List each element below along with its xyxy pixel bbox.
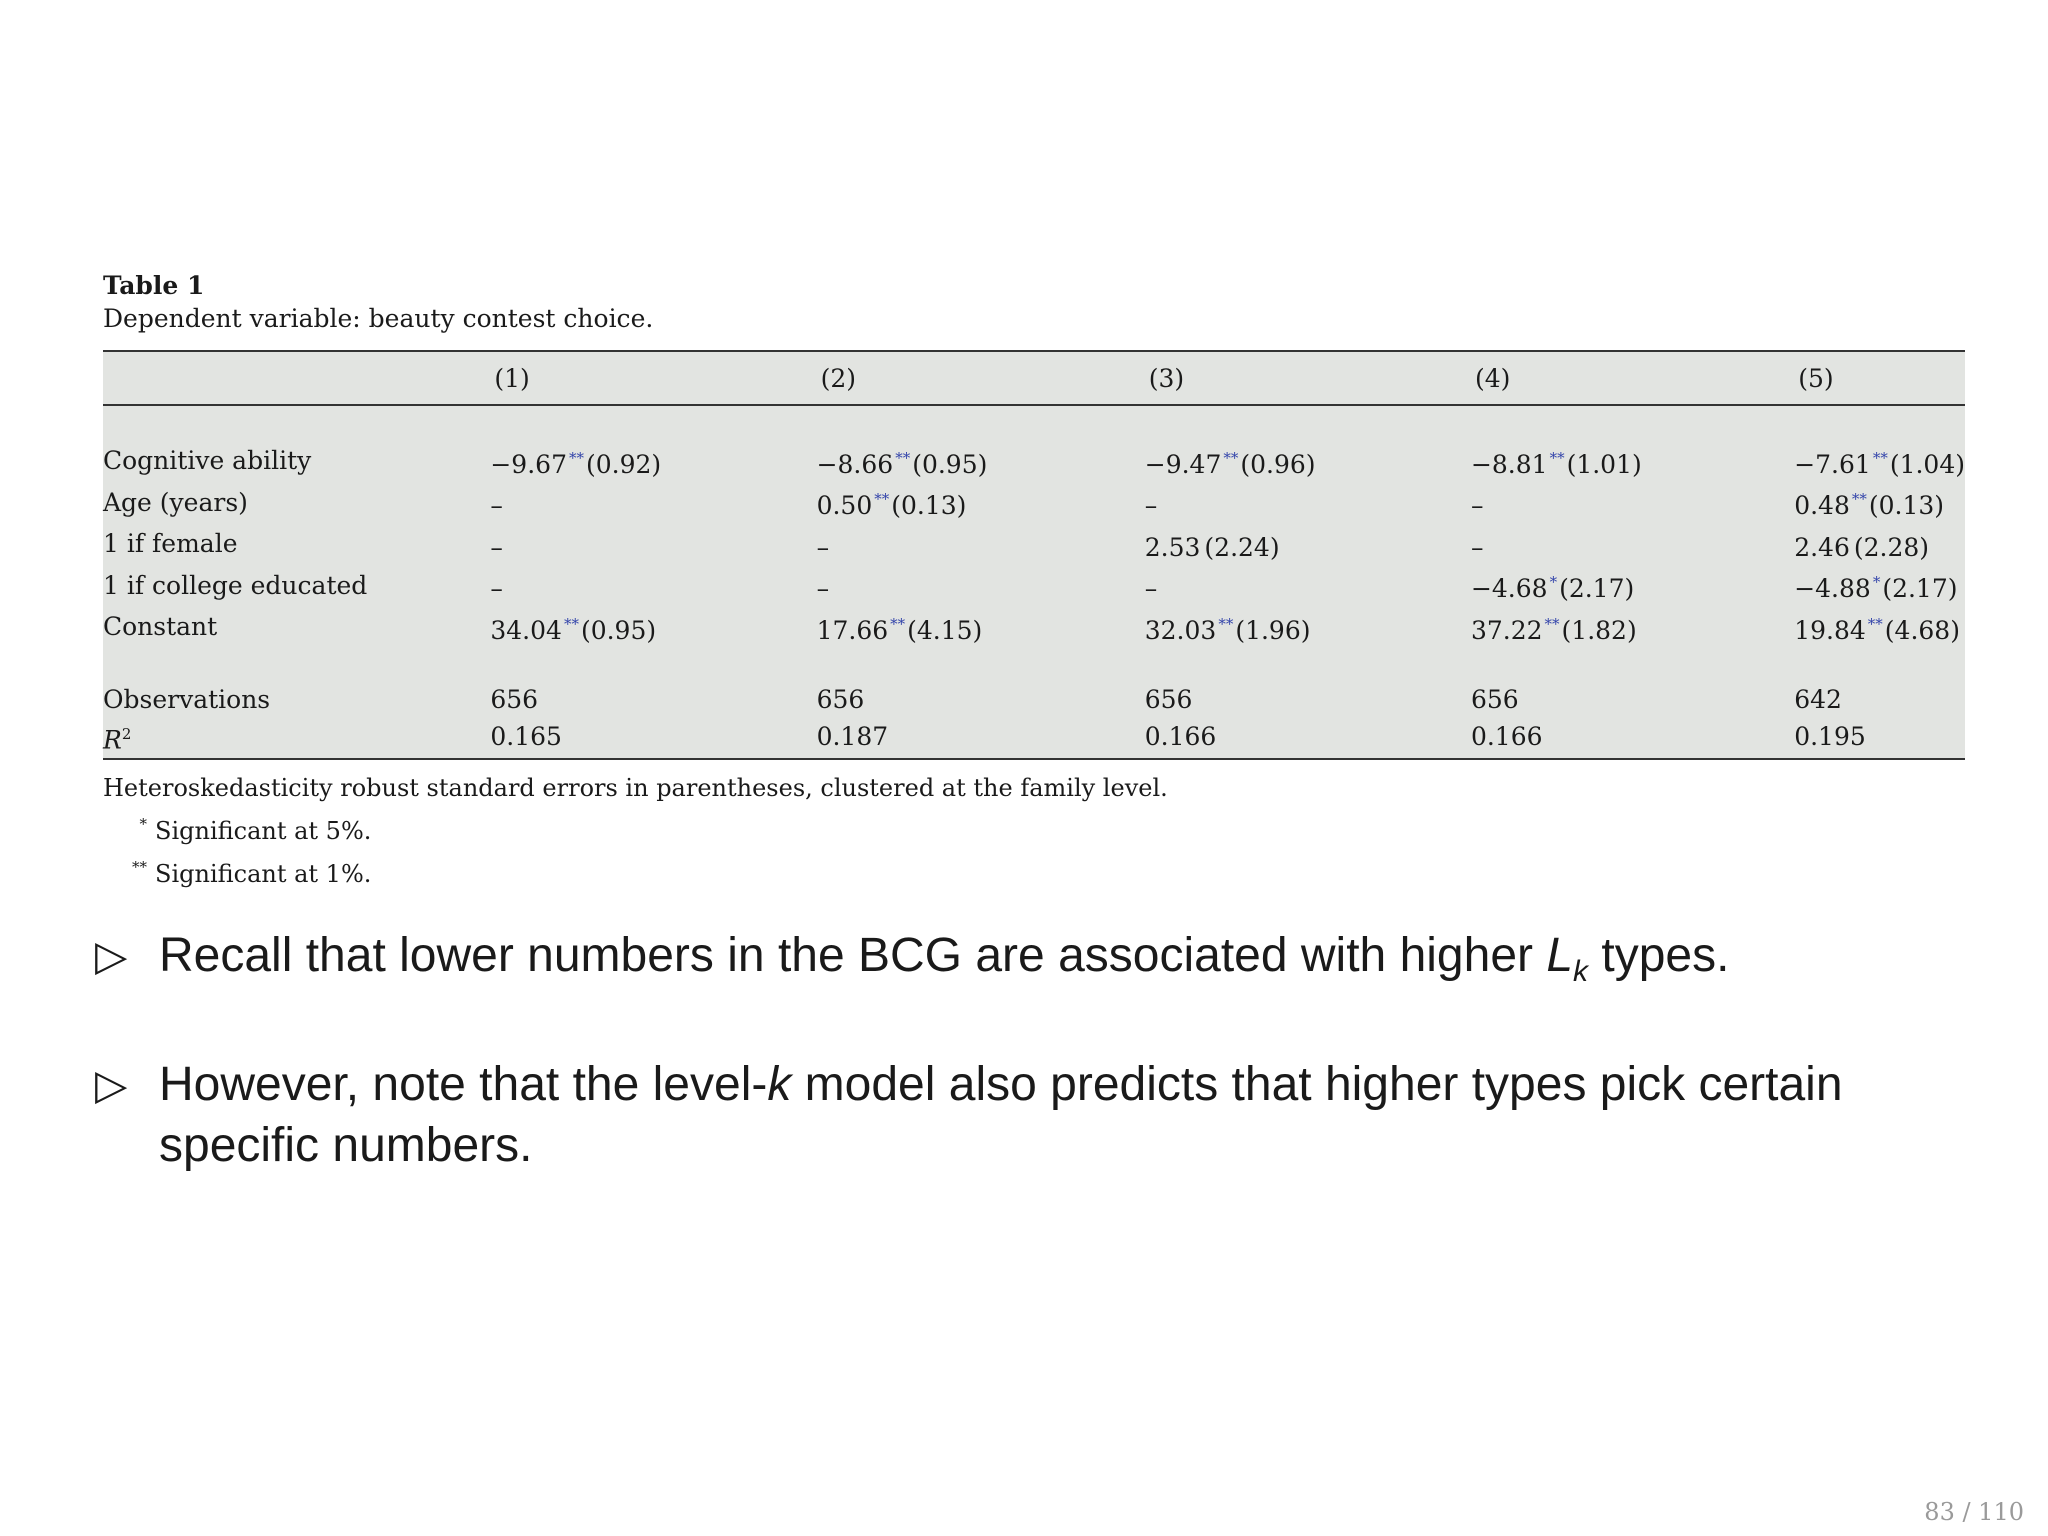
cell-value: −9.67	[490, 449, 567, 479]
standard-error: (4.15)	[907, 615, 983, 645]
standard-error: (2.24)	[1204, 532, 1280, 562]
r-squared-symbol: R	[103, 725, 122, 755]
significance-stars: **	[895, 448, 911, 467]
table-cell	[817, 482, 1145, 524]
cell-value: 2.53	[1144, 532, 1201, 562]
table-caption: Dependent variable: beauty contest choice.	[103, 304, 654, 333]
cell-value: −4.68	[1470, 574, 1548, 603]
table-cell	[1145, 524, 1471, 566]
math-var: L	[1546, 929, 1574, 982]
standard-error: (0.96)	[1240, 449, 1316, 479]
table-row	[103, 441, 1965, 483]
standard-error: (0.13)	[891, 491, 967, 520]
significance-stars: **	[1549, 448, 1565, 467]
cell-value: –	[816, 574, 830, 603]
table-cell	[490, 441, 816, 483]
table-row	[103, 524, 1965, 566]
significance-stars: **	[568, 448, 584, 467]
table-figure	[103, 270, 1965, 892]
cell-value: −8.66	[816, 449, 894, 479]
table-title: Table 1	[103, 271, 205, 300]
cell-value: –	[490, 491, 503, 520]
row-label: Cognitive ability	[103, 446, 312, 475]
triangle-bullet-icon: ▷	[95, 1061, 128, 1108]
page-number: 83 / 110	[1924, 1498, 2024, 1526]
cell-value: 37.22	[1470, 615, 1543, 645]
note-star1-symbol: *	[139, 814, 147, 833]
bullet-item	[95, 1054, 1975, 1176]
notes-main: Heteroskedasticity robust standard errors in parentheses, clustered at the family level.	[103, 773, 1168, 802]
cell-value: −9.47	[1144, 449, 1222, 479]
table-cell: 656	[490, 684, 539, 714]
math-subscript: k	[1573, 955, 1589, 988]
standard-error: (2.17)	[1559, 574, 1635, 603]
cell-value: 2.46	[1794, 532, 1850, 562]
significance-stars: **	[1872, 448, 1888, 467]
note-star2	[103, 849, 1965, 892]
table-cell	[817, 524, 1145, 566]
spacer-row	[103, 405, 1965, 441]
standard-error: (0.95)	[912, 449, 988, 479]
note-star1	[103, 806, 1965, 849]
table-cell: 656	[1144, 684, 1193, 714]
cell-value: –	[490, 532, 503, 562]
standard-error: (0.95)	[580, 615, 657, 645]
table-notes	[103, 770, 1965, 892]
table-cell	[1471, 524, 1794, 566]
regression-table	[103, 350, 1965, 760]
spacer-row	[103, 648, 1965, 683]
table-row	[103, 607, 1965, 649]
column-header: (3)	[1148, 363, 1185, 393]
note-star1-text: Significant at 5%.	[155, 816, 372, 845]
table-cell	[1145, 565, 1471, 607]
triangle-bullet-icon: ▷	[95, 932, 128, 979]
math-var: k	[767, 1058, 792, 1111]
r-squared-superscript: 2	[121, 725, 132, 743]
standard-error: (1.82)	[1561, 615, 1637, 645]
row-label: 1 if college educated	[103, 570, 368, 600]
header-empty	[103, 351, 490, 405]
table-cell	[490, 482, 816, 524]
note-star2-symbol: **	[132, 857, 147, 876]
standard-error: (1.96)	[1235, 615, 1311, 645]
table-cell	[1471, 482, 1794, 524]
table-cell	[817, 607, 1145, 649]
bullet-list	[95, 925, 1975, 1228]
cell-value: 34.04	[490, 615, 562, 645]
table-header-row	[103, 351, 1965, 405]
row-label: Age (years)	[103, 487, 248, 517]
table-cell	[1145, 441, 1471, 483]
cell-value: –	[490, 574, 503, 603]
row-label: Observations	[103, 684, 271, 714]
table-cell	[1471, 607, 1794, 649]
table-cell: 642	[1794, 684, 1842, 714]
table-cell	[817, 565, 1145, 607]
table-cell	[1471, 441, 1794, 483]
cell-value: 32.03	[1144, 615, 1217, 645]
significance-stars: **	[1867, 614, 1883, 633]
observations-row	[103, 683, 1965, 718]
column-header: (4)	[1474, 363, 1511, 393]
column-header: (1)	[494, 363, 530, 393]
bullet-text-part: model also predicts that higher types pick certain specific numbers.	[159, 1058, 1843, 1172]
table-cell	[1794, 565, 1965, 607]
bullet-text-part: Recall that lower numbers in the BCG are associated with higher	[159, 929, 1547, 982]
note-star2-text: Significant at 1%.	[155, 859, 372, 888]
cell-value: –	[816, 532, 830, 562]
standard-error: (1.01)	[1566, 449, 1642, 479]
standard-error: (4.68)	[1884, 615, 1960, 645]
table-cell: 0.195	[1794, 722, 1866, 752]
significance-stars: **	[890, 614, 906, 633]
standard-error: (2.28)	[1853, 532, 1930, 562]
table-body	[103, 405, 1965, 759]
table-cell	[490, 524, 816, 566]
row-label: Constant	[103, 612, 218, 641]
table-cell: 0.165	[490, 722, 562, 752]
standard-error: (0.13)	[1868, 491, 1945, 520]
table-cell	[1145, 607, 1471, 649]
table-cell: 656	[816, 684, 865, 714]
cell-value: 0.48	[1794, 491, 1850, 520]
table-cell: 0.187	[816, 722, 889, 752]
bullet-text-part: However, note that the level-	[159, 1058, 768, 1111]
table-cell	[1145, 482, 1471, 524]
bullet-text-part: types.	[1588, 929, 1730, 982]
standard-error: (2.17)	[1882, 574, 1958, 603]
table-cell: 0.166	[1144, 722, 1217, 752]
significance-stars: **	[1218, 614, 1234, 633]
cell-value: –	[1470, 532, 1484, 562]
cell-value: –	[1144, 491, 1158, 520]
bullet-text	[159, 925, 1975, 1002]
table-cell: 0.166	[1470, 722, 1543, 752]
significance-stars: **	[1223, 448, 1239, 467]
significance-stars: **	[1851, 490, 1867, 508]
cell-value: –	[1144, 574, 1158, 603]
row-label: 1 if female	[103, 529, 238, 558]
column-header: (2)	[820, 363, 856, 393]
table-cell	[1794, 524, 1965, 566]
table-cell	[1794, 482, 1965, 524]
table-cell: 656	[1470, 684, 1519, 714]
bullet-item	[95, 925, 1975, 1002]
cell-value: 17.66	[816, 615, 889, 645]
column-header: (5)	[1798, 363, 1834, 393]
cell-value: −7.61	[1794, 449, 1871, 479]
significance-stars: **	[874, 490, 890, 508]
table-cell	[1794, 607, 1965, 649]
table-row	[103, 565, 1965, 607]
row-label	[103, 717, 490, 759]
bullet-text	[159, 1054, 1975, 1176]
standard-error: (1.04)	[1889, 449, 1965, 479]
table-cell	[1794, 441, 1965, 483]
standard-error: (0.92)	[585, 449, 662, 479]
table-row	[103, 482, 1965, 524]
significance-stars: **	[1544, 614, 1560, 633]
r-squared-row	[103, 717, 1965, 759]
significance-stars: *	[1549, 573, 1558, 591]
cell-value: −4.88	[1794, 574, 1871, 603]
cell-value: −8.81	[1470, 449, 1548, 479]
cell-value: –	[1470, 491, 1484, 520]
table-cell	[490, 607, 816, 649]
table-cell	[817, 441, 1145, 483]
cell-value: 19.84	[1794, 615, 1866, 645]
table-cell	[1471, 565, 1794, 607]
significance-stars: **	[563, 614, 579, 633]
significance-stars: *	[1872, 573, 1881, 591]
cell-value: 0.50	[816, 491, 873, 520]
table-cell	[490, 565, 816, 607]
